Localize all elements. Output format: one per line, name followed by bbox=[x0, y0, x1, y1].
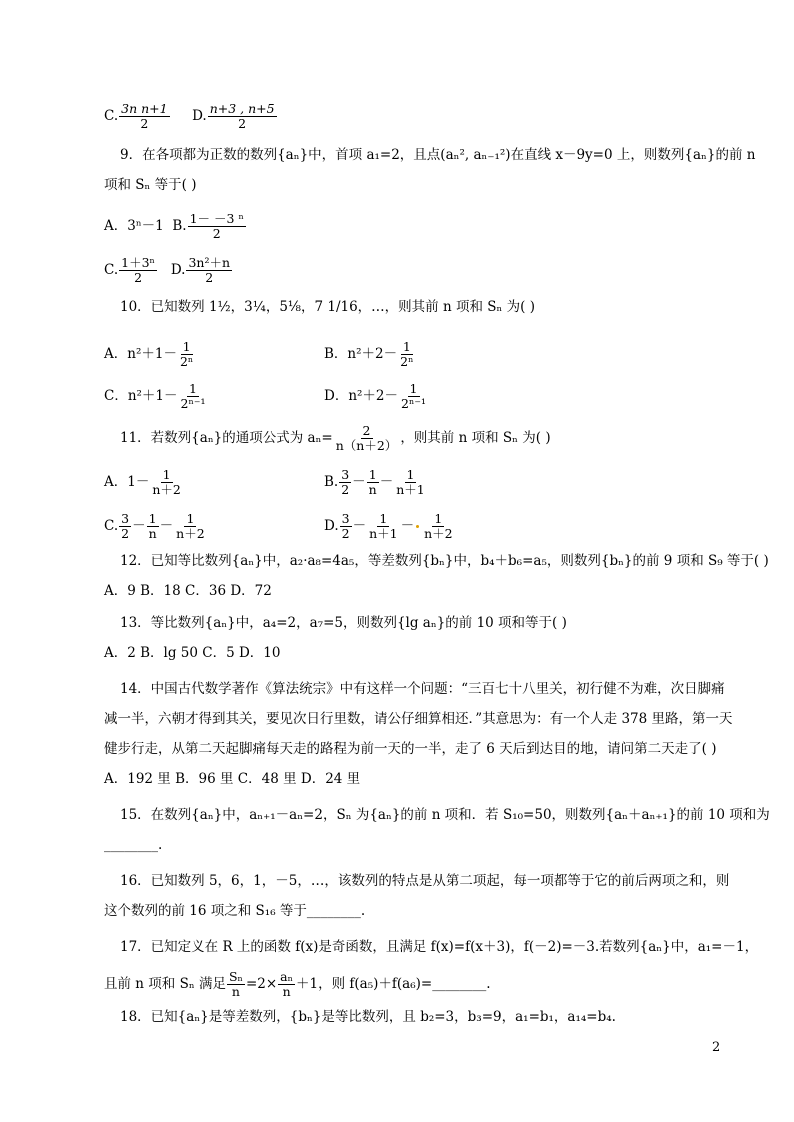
fraction: $\frac{1}{n+2}$ bbox=[424, 511, 453, 541]
option-a: A．3ⁿ－1 bbox=[104, 218, 164, 234]
question-10-option-a: A．n²＋1－ $\frac{1}{\text{2ⁿ}}$ bbox=[104, 339, 194, 369]
option-c-fraction: $\frac{\text{3n n+1}}{2}$ bbox=[121, 101, 168, 131]
fraction: $\frac{3}{2}$ bbox=[341, 467, 350, 497]
question-16-line-2: 这个数列的前 16 项之和 S₁₆ 等于________. bbox=[104, 903, 366, 919]
question-16-line-1: 16．已知数列 5，6，1，－5，…，该数列的特点是从第二项起，每一项都等于它的前后两项之和，则 bbox=[120, 873, 730, 889]
question-12-line: 12．已知等比数列{aₙ}中，a₂·a₈=4a₅，等差数列{bₙ}中，b₄＋b₆=a₅，则数列{bₙ}的前 9 项和 S₉ 等于( ) bbox=[120, 553, 769, 569]
question-11-option-c: C. $\frac{3}{2}$ － $\frac{1}{n}$ － $\frac{1}{n+2}$ bbox=[104, 511, 205, 541]
question-11-option-b: B. $\frac{3}{2}$ － $\frac{1}{n}$ － $\frac{1}{n+1}$ bbox=[324, 467, 425, 497]
question-14-options: A．192 里 B．96 里 C．48 里 D．24 里 bbox=[104, 771, 361, 787]
question-11-option-d: D. $\frac{3}{2}$ － $\frac{1}{n+1}$ － $\frac{1}{n+2}$ bbox=[324, 511, 453, 541]
marker-dot bbox=[416, 525, 419, 528]
fraction: $\frac{1}{n+2}$ bbox=[152, 467, 181, 497]
option-d-label: D. bbox=[170, 262, 186, 278]
question-12-options: A．9 B．18 C．36 D．72 bbox=[104, 583, 272, 599]
question-15-line-2: ________. bbox=[104, 837, 163, 853]
prev-options-line bbox=[104, 102, 278, 131]
fraction: $\frac{\text{Sₙ}}{n}$ bbox=[228, 969, 243, 999]
question-9-line-2: 项和 Sₙ 等于( ) bbox=[104, 177, 197, 193]
question-17-line-1: 17．已知定义在 R 上的函数 f(x)是奇函数，且满足 f(x)=f(x＋3)，f(－2)=－3.若数列{aₙ}中，a₁=－1， bbox=[120, 939, 759, 955]
question-10-option-b: B．n²＋2－ $\frac{1}{\text{2ⁿ}}$ bbox=[324, 339, 414, 369]
question-10-option-c: C．n²＋1－ $\frac{1}{\text{2ⁿ⁻¹}}$ bbox=[104, 381, 206, 411]
fraction: $\frac{1}{\text{2ⁿ}}$ bbox=[400, 339, 414, 369]
fraction: $\frac{3}{2}$ bbox=[121, 511, 130, 541]
option-b-fraction: $\frac{\text{1－ －3 ⁿ}}{2}$ bbox=[189, 211, 244, 241]
option-d-fraction: $\frac{\text{3n²＋n}}{2}$ bbox=[188, 255, 231, 285]
fraction: $\frac{1}{n+2}$ bbox=[176, 511, 205, 541]
fraction: $\frac{1}{n+1}$ bbox=[369, 511, 398, 541]
question-9-line-1: 9．在各项都为正数的数列{aₙ}中，首项 a₁=2，且点(aₙ², aₙ₋₁²)在直线 x－9y=0 上，则数列{aₙ}的前 n bbox=[120, 147, 756, 163]
question-13-line: 13．等比数列{aₙ}中，a₄=2，a₇=5，则数列{lg aₙ}的前 10 项和等于( ) bbox=[120, 615, 567, 631]
question-11-option-a: A．1－ $\frac{1}{n+2}$ bbox=[104, 467, 181, 497]
question-18-line: 18．已知{aₙ}是等差数列，{bₙ}是等比数列，且 b₂=3，b₃=9，a₁=b₁，a₁₄=b₄. bbox=[120, 1009, 616, 1025]
question-17-line-2: 且前 n 项和 Sₙ 满足 $\frac{\text{Sₙ}}{n}$ =2× $\frac{\text{aₙ}}{n}$ ＋1，则 f(a₅)＋f(a₆)=________. bbox=[104, 969, 491, 999]
option-c-fraction: $\frac{\text{1＋3ⁿ}}{2}$ bbox=[121, 255, 155, 285]
fraction: $\frac{1}{n}$ bbox=[368, 467, 377, 497]
question-9-options-ab bbox=[104, 212, 247, 241]
option-c-label: C. bbox=[104, 108, 119, 124]
fraction: $\frac{1}{n+1}$ bbox=[396, 467, 425, 497]
option-d-label: D. bbox=[192, 108, 207, 124]
page-number: 2 bbox=[712, 1040, 721, 1055]
question-14-line-1: 14．中国古代数学著作《算法统宗》中有这样一个问题：“三百七十八里关，初行健不为难，次日脚痛 bbox=[120, 681, 725, 697]
fraction: $\frac{1}{\text{2ⁿ⁻¹}}$ bbox=[401, 381, 427, 411]
option-b-label: B. bbox=[172, 218, 187, 234]
question-9-options-cd bbox=[104, 256, 233, 285]
option-c-label: C. bbox=[104, 262, 119, 278]
question-10-line: 10．已知数列 1½，3¼，5⅛，7 1/16，…，则其前 n 项和 Sₙ 为( ) bbox=[120, 299, 535, 315]
question-14-line-3: 健步行走，从第二天起脚痛每天走的路程为前一天的一半，走了 6 天后到达目的地，请问第二天走了( ) bbox=[104, 741, 717, 757]
fraction: $\frac{2}{n(n+2)}$ bbox=[335, 423, 398, 453]
question-15-line-1: 15．在数列{aₙ}中，aₙ₊₁－aₙ=2，Sₙ 为{aₙ}的前 n 项和．若 S₁₀=50，则数列{aₙ＋aₙ₊₁}的前 10 项和为 bbox=[120, 807, 770, 823]
fraction: $\frac{1}{n}$ bbox=[148, 511, 157, 541]
question-13-options: A．2 B．lg 50 C．5 D．10 bbox=[104, 645, 281, 661]
option-d-fraction: $\frac{n+3 , n+5}{2}$ bbox=[209, 101, 275, 131]
fraction: $\frac{1}{\text{2ⁿ⁻¹}}$ bbox=[180, 381, 206, 411]
question-10-option-d: D．n²＋2－ $\frac{1}{\text{2ⁿ⁻¹}}$ bbox=[324, 381, 427, 411]
fraction: $\frac{3}{2}$ bbox=[341, 511, 350, 541]
fraction: $\frac{1}{\text{2ⁿ}}$ bbox=[179, 339, 194, 369]
question-11-line: 11．若数列{aₙ}的通项公式为 aₙ= $\frac{2}{n(n+2)}$ ，则其前 n 项和 Sₙ 为( ) bbox=[120, 423, 551, 453]
fraction: $\frac{\text{aₙ}}{n}$ bbox=[280, 969, 294, 999]
question-14-line-2: 减一半，六朝才得到其关，要见次日行里数，请公仔细算相还．”其意思为：有一个人走 378 里路，第一天 bbox=[104, 711, 733, 727]
